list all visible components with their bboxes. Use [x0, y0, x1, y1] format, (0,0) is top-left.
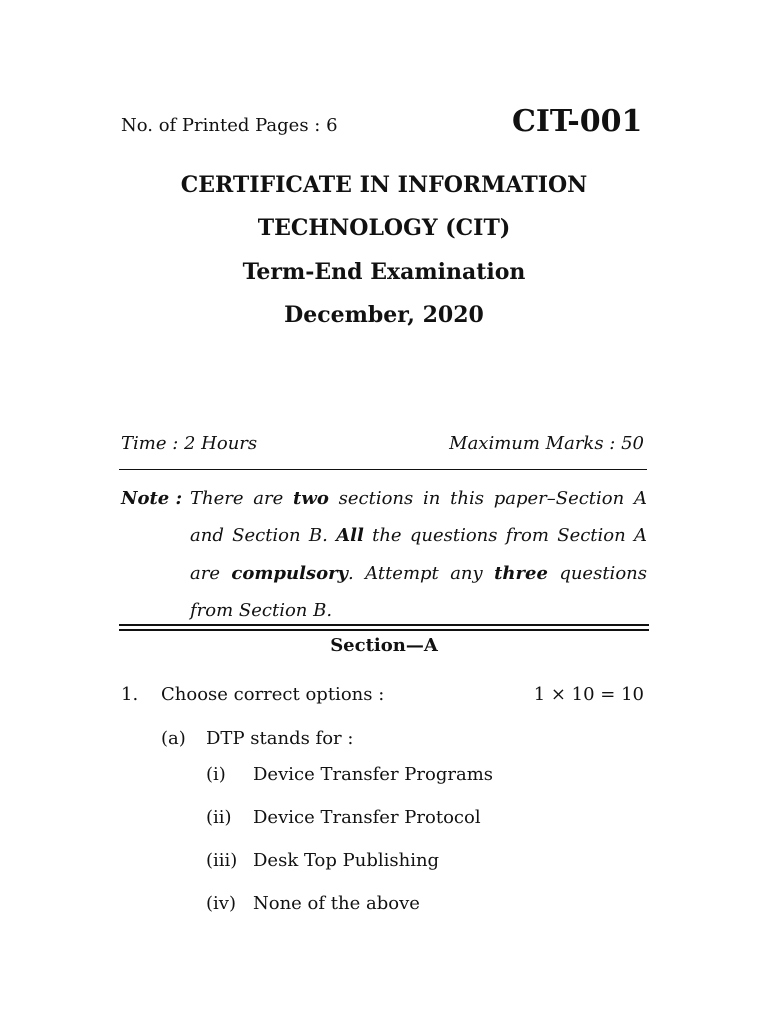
instructions-note [121, 480, 647, 629]
title-line-2: TECHNOLOGY (CIT) [257, 215, 511, 241]
maximum-marks: Maximum Marks : 50 [449, 433, 644, 454]
subquestion-label: (a) [161, 728, 186, 749]
option-number: (iv) [206, 893, 236, 914]
double-divider-top [119, 624, 649, 626]
question-text: Choose correct options : [161, 684, 385, 705]
subquestion-text: DTP stands for : [206, 728, 354, 749]
section-heading: Section—A [330, 635, 438, 656]
option-number: (i) [206, 764, 226, 785]
printed-pages-count: No. of Printed Pages : 6 [121, 115, 338, 136]
title-line-1: CERTIFICATE IN INFORMATION [180, 172, 588, 198]
note-text: There are two sections in this paper–Section A and Section B. All the questions from Section A are compulsory. Attempt any three questions from Section B. [190, 488, 648, 621]
exam-date: December, 2020 [284, 302, 484, 328]
option-text: Desk Top Publishing [253, 850, 440, 871]
option-text: Device Transfer Programs [253, 764, 493, 785]
question-marks: 1 × 10 = 10 [533, 684, 644, 705]
option-text: Device Transfer Protocol [253, 807, 481, 828]
paper-code: CIT-001 [512, 104, 643, 139]
note-label: Note : [121, 488, 183, 509]
option-text: None of the above [253, 893, 420, 914]
divider [119, 469, 647, 470]
question-number: 1. [121, 684, 139, 705]
option-number: (iii) [206, 850, 238, 871]
double-divider-bottom [119, 629, 649, 631]
time-allowed: Time : 2 Hours [121, 433, 258, 454]
exam-type: Term-End Examination [242, 259, 526, 285]
option-number: (ii) [206, 807, 232, 828]
